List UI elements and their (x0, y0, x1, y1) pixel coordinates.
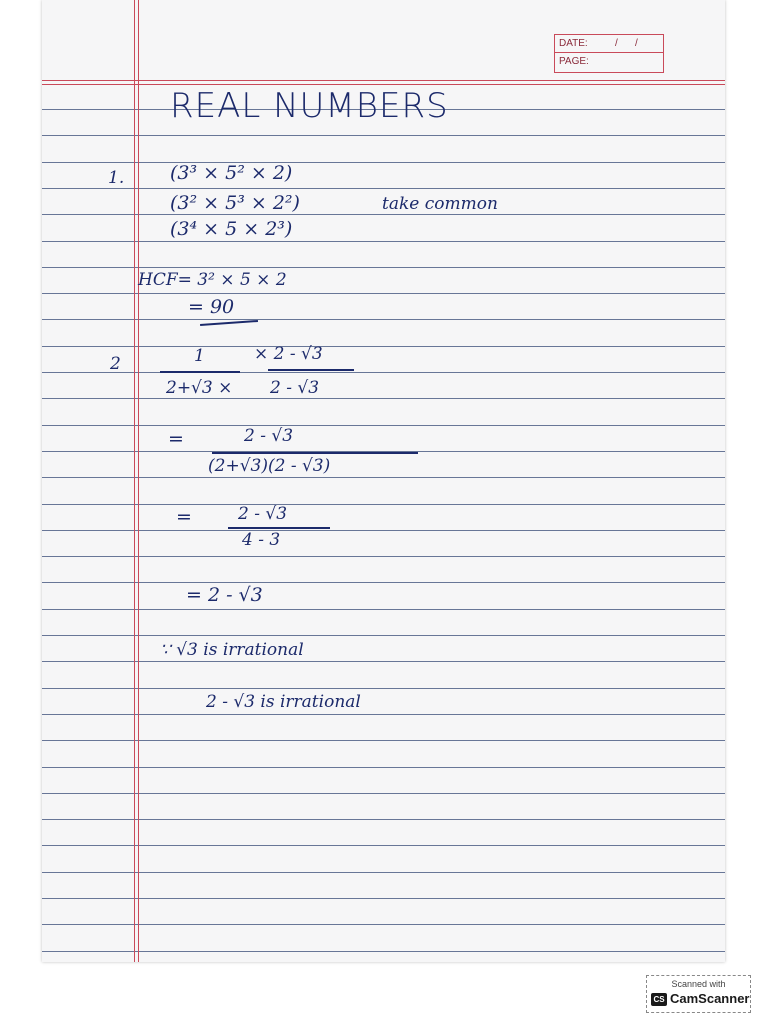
margin-line-right (138, 0, 139, 962)
q2-reason2: 2 - √3 is irrational (206, 692, 361, 712)
q2-frac2-bar (268, 369, 354, 371)
header-red-line-2 (42, 84, 725, 85)
ruled-line (42, 267, 725, 268)
margin-line-left (134, 0, 135, 962)
camscanner-logo-icon: CS (651, 993, 667, 1006)
ruled-line (42, 898, 725, 899)
q1-note: take common (382, 194, 498, 214)
q1-line1: (3³ × 5² × 2) (170, 162, 293, 184)
q1-line2: (3² × 5³ × 2²) (170, 192, 300, 214)
ruled-line (42, 556, 725, 557)
ruled-line (42, 477, 725, 478)
ruled-line (42, 845, 725, 846)
q2-step2-bar (228, 527, 330, 529)
date-label: DATE: (559, 38, 588, 49)
q2-step2-den: 4 - 3 (242, 530, 281, 550)
q1-line3: (3⁴ × 5 × 2³) (170, 218, 293, 240)
page-label: PAGE: (559, 56, 589, 67)
ruled-line (42, 188, 725, 189)
ruled-line (42, 214, 725, 215)
ruled-line (42, 372, 725, 373)
ruled-line (42, 425, 725, 426)
ruled-line (42, 346, 725, 347)
q2-frac1-bar (160, 371, 240, 373)
ruled-line (42, 714, 725, 715)
q1-result-underline (200, 320, 258, 326)
ruled-line (42, 924, 725, 925)
q2-step1-num: 2 - √3 (244, 426, 294, 446)
page-title: REAL NUMBERS (170, 86, 449, 126)
q1-number: 1. (108, 168, 125, 188)
ruled-line (42, 293, 725, 294)
ruled-line (42, 767, 725, 768)
q2-frac2-num: × 2 - √3 (254, 344, 323, 364)
ruled-line (42, 793, 725, 794)
ruled-line (42, 609, 725, 610)
ruled-line (42, 951, 725, 952)
date-row (555, 35, 663, 53)
ruled-line (42, 819, 725, 820)
ruled-line (42, 504, 725, 505)
q2-number: 2 (110, 354, 121, 374)
ruled-line (42, 661, 725, 662)
q2-step1-den: (2+√3)(2 - √3) (208, 456, 331, 476)
q2-frac1-den: 2+√3 × (166, 378, 233, 398)
ruled-line (42, 872, 725, 873)
date-separator-2: / (635, 38, 638, 49)
ruled-line (42, 319, 725, 320)
q2-step2-eq: = (176, 506, 192, 528)
scanned-with-text: Scanned with (671, 979, 726, 989)
q2-frac1-num: 1 (194, 346, 205, 366)
camscanner-brand: CamScanner (670, 991, 750, 1006)
q1-hcf: HCF= 3² × 5 × 2 (138, 270, 287, 290)
date-separator-1: / (615, 38, 618, 49)
notebook-page (42, 0, 725, 962)
q2-reason1: ∵ √3 is irrational (160, 640, 304, 660)
q2-step2-num: 2 - √3 (238, 504, 288, 524)
q1-result: = 90 (188, 296, 235, 318)
q2-frac2-den: 2 - √3 (270, 378, 320, 398)
ruled-line (42, 582, 725, 583)
ruled-line (42, 162, 725, 163)
ruled-line (42, 635, 725, 636)
ruled-line (42, 530, 725, 531)
ruled-line (42, 740, 725, 741)
camscanner-watermark (646, 975, 751, 1013)
ruled-line (42, 241, 725, 242)
ruled-line (42, 688, 725, 689)
ruled-line (42, 135, 725, 136)
page-row (555, 53, 663, 71)
q2-step3: = 2 - √3 (186, 584, 263, 606)
date-page-box (554, 34, 664, 73)
q2-step1-bar (212, 452, 418, 454)
q2-step1-eq: = (168, 428, 184, 450)
header-red-line (42, 80, 725, 81)
ruled-line (42, 398, 725, 399)
